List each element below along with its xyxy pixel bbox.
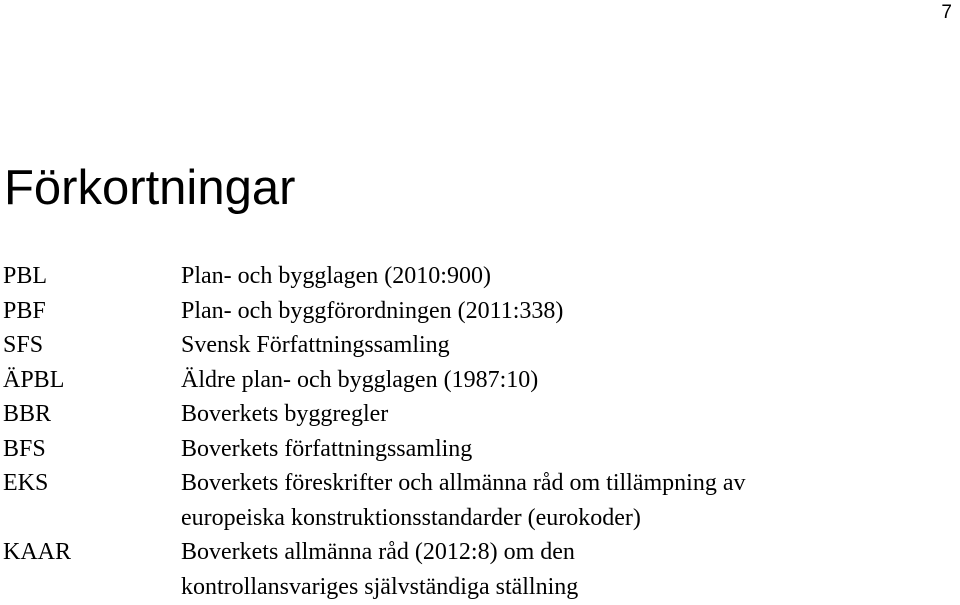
definition-line: Boverkets allmänna råd (2012:8) om den bbox=[181, 539, 575, 565]
abbreviation-term: BFS bbox=[3, 435, 46, 462]
abbreviation-definition bbox=[181, 397, 960, 432]
definition-line: kontrollansvariges självständiga ställning bbox=[181, 573, 579, 600]
abbreviation-definition bbox=[181, 294, 960, 329]
definition-line: Äldre plan- och bygglagen (1987:10) bbox=[181, 366, 539, 393]
abbreviation-term: BBR bbox=[3, 401, 52, 427]
definition-line: Plan- och bygglagen (2010:900) bbox=[181, 263, 491, 289]
definition-line: europeiska konstruktionsstandarder (eurokoder) bbox=[181, 504, 641, 531]
abbreviation-term: PBL bbox=[3, 263, 48, 289]
abbreviation-definition bbox=[181, 466, 960, 535]
abbreviation-definition bbox=[181, 363, 960, 398]
abbreviation-entry-sfs bbox=[0, 328, 960, 363]
abbreviation-entry-bfs bbox=[0, 432, 960, 467]
abbreviation-term: EKS bbox=[3, 470, 49, 496]
abbreviation-list bbox=[0, 259, 960, 604]
abbreviation-definition bbox=[181, 259, 960, 294]
abbreviation-definition bbox=[181, 432, 960, 467]
abbreviation-term: ÄPBL bbox=[3, 366, 65, 393]
abbreviation-entry-pbf bbox=[0, 294, 960, 329]
page-number: 7 bbox=[941, 2, 952, 23]
abbreviation-entry-apbl bbox=[0, 363, 960, 398]
abbreviation-entry-bbr bbox=[0, 397, 960, 432]
definition-line: Plan- och byggförordningen (2011:338) bbox=[181, 297, 564, 324]
page-title: Förkortningar bbox=[4, 161, 296, 215]
abbreviation-entry-kaar bbox=[0, 535, 960, 604]
abbreviation-entry-pbl bbox=[0, 259, 960, 294]
abbreviation-definition bbox=[181, 328, 960, 363]
definition-line: Boverkets byggregler bbox=[181, 401, 389, 427]
abbreviation-term: PBF bbox=[3, 297, 46, 324]
definition-line: Svensk Författningssamling bbox=[181, 332, 450, 358]
abbreviation-definition bbox=[181, 535, 960, 604]
definition-line: Boverkets föreskrifter och allmänna råd om tillämpning av bbox=[181, 470, 746, 496]
definition-line: Boverkets författningssamling bbox=[181, 435, 473, 462]
abbreviation-term: KAAR bbox=[3, 539, 72, 565]
abbreviation-entry-eks bbox=[0, 466, 960, 535]
abbreviation-term: SFS bbox=[3, 332, 44, 358]
